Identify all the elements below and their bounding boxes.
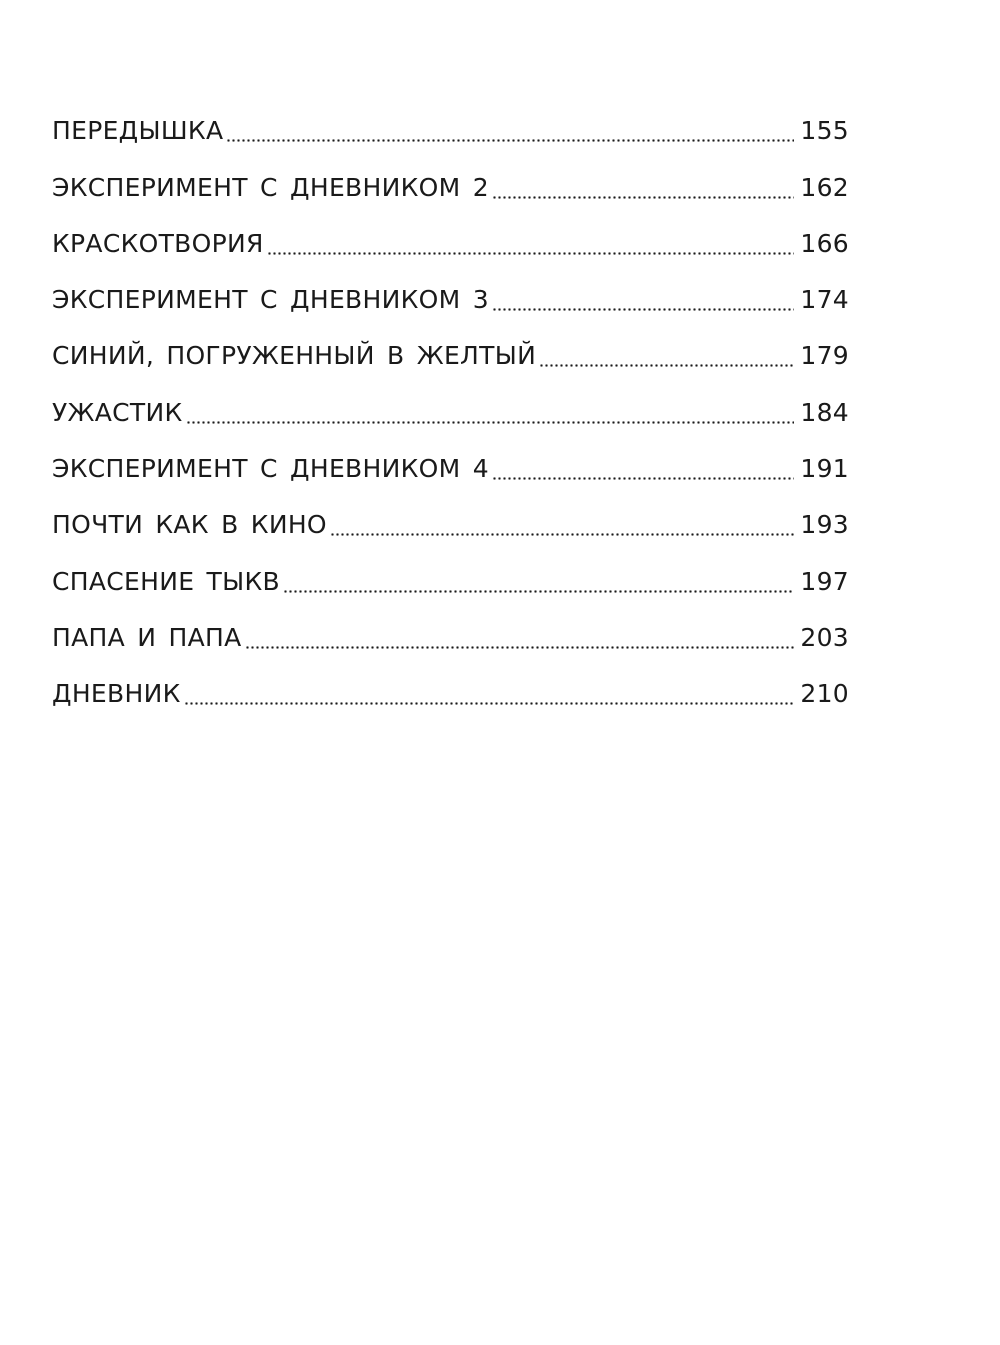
toc-entry-title: ПОЧТИ КАК В КИНО [52,510,327,540]
toc-entry-page-number: 162 [800,172,849,202]
table-of-contents [52,96,849,715]
dot-leader [245,646,795,649]
toc-entry-title: ЭКСПЕРИМЕНТ С ДНЕВНИКОМ 3 [52,285,489,315]
toc-entry-page-number: 155 [800,116,849,146]
toc-entry [52,321,849,377]
toc-entry [52,265,849,321]
dot-leader [330,533,794,536]
toc-entry-title: СИНИЙ, ПОГРУЖЕННЫЙ В ЖЕЛТЫЙ [52,341,537,371]
toc-entry [52,490,849,546]
toc-entry-title: ЭКСПЕРИМЕНТ С ДНЕВНИКОМ 4 [52,454,489,484]
toc-entry-page-number: 193 [800,510,849,540]
toc-entry [52,546,849,602]
toc-entry [52,659,849,715]
dot-leader [283,590,794,593]
dot-leader [226,139,794,142]
toc-entry-page-number: 210 [800,679,849,709]
toc-entry [52,603,849,659]
toc-entry-page-number: 184 [800,397,849,427]
toc-entry-title: ПЕРЕДЫШКА [52,116,224,146]
toc-entry [52,96,849,152]
toc-entry-title: УЖАСТИК [52,397,183,427]
dot-leader [492,308,794,311]
dot-leader [492,477,794,480]
toc-entry-page-number: 203 [800,622,849,652]
toc-entry-page-number: 191 [800,454,849,484]
toc-entry-page-number: 166 [800,228,849,258]
toc-entry-title: СПАСЕНИЕ ТЫКВ [52,566,280,596]
dot-leader [184,702,795,705]
toc-entry-page-number: 179 [800,341,849,371]
toc-entry-title: КРАСКОТВОРИЯ [52,228,264,258]
toc-entry [52,152,849,208]
toc-entry-title: ПАПА И ПАПА [52,622,242,652]
toc-entry [52,377,849,433]
dot-leader [267,252,795,255]
dot-leader [492,196,794,199]
toc-entry-page-number: 174 [800,285,849,315]
dot-leader [539,364,794,367]
dot-leader [186,421,795,424]
toc-entry-title: ДНЕВНИК [52,679,181,709]
toc-entry [52,209,849,265]
toc-entry-title: ЭКСПЕРИМЕНТ С ДНЕВНИКОМ 2 [52,172,489,202]
toc-entry-page-number: 197 [800,566,849,596]
toc-entry [52,434,849,490]
